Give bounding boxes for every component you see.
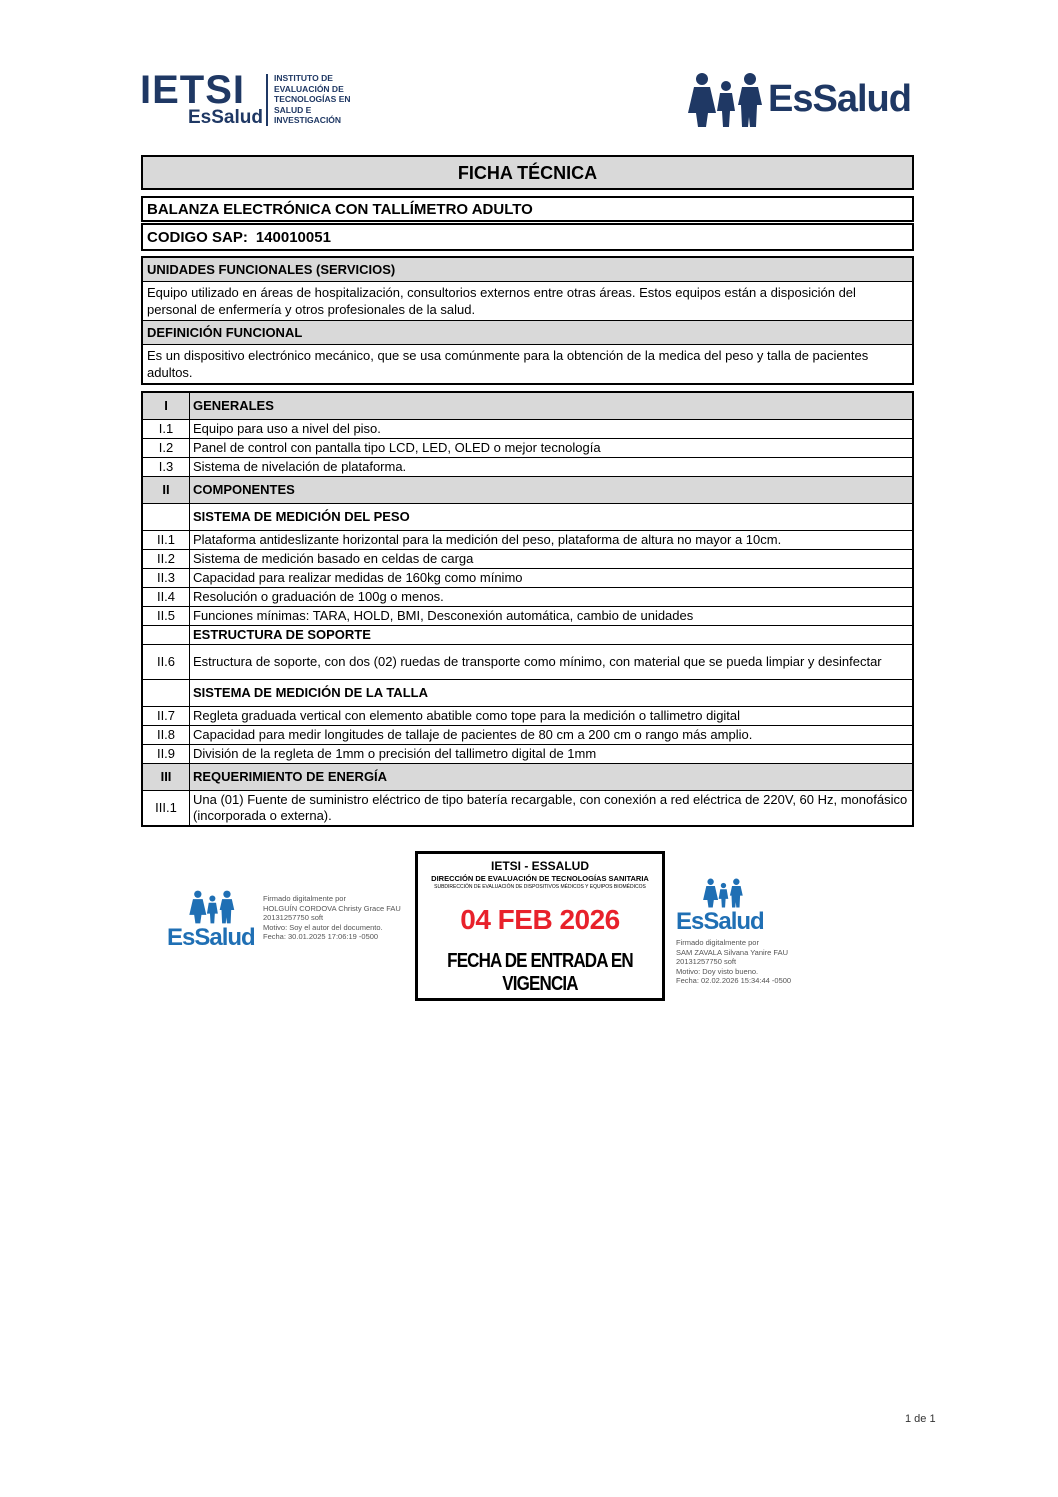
ietsi-caption-line: TECNOLOGÍAS EN [274, 94, 351, 104]
ietsi-logo-caption [274, 73, 374, 126]
table-row [142, 439, 913, 458]
sap-code [141, 223, 914, 251]
ietsi-logo-divider [266, 74, 268, 126]
signature-line: 20131257750 soft [676, 957, 737, 967]
signature-line: Fecha: 30.01.2025 17:06:19 -0500 [263, 932, 379, 942]
item-number: II.8 [142, 726, 190, 745]
validity-stamp [415, 851, 665, 1001]
table-row [142, 707, 913, 726]
item-text: Funciones mínimas: TARA, HOLD, BMI, Desconexión automática, cambio de unidades [190, 607, 914, 626]
table-row [142, 791, 913, 827]
signature-details [263, 894, 423, 942]
definition-heading: DEFINICIÓN FUNCIONAL [143, 321, 912, 345]
sap-code-label: CODIGO SAP: [147, 229, 248, 246]
item-text: Equipo para uso a nivel del piso. [190, 420, 914, 439]
table-row [142, 531, 913, 550]
table-subheading-row [142, 626, 913, 645]
item-text: Regleta graduada vertical con elemento abatible como tope para la medición o tallimetro digital [190, 707, 914, 726]
ietsi-caption-line: INVESTIGACIÓN [274, 115, 342, 125]
item-number: II.1 [142, 531, 190, 550]
item-number: I.2 [142, 439, 190, 458]
table-row [142, 588, 913, 607]
item-text: Estructura de soporte, con dos (02) ruedas de transporte como mínimo, con material que se pueda limpiar y desinfectar [190, 645, 914, 680]
item-number: II.4 [142, 588, 190, 607]
table-group-row [142, 764, 913, 791]
subheading: SISTEMA DE MEDICIÓN DEL PESO [190, 504, 914, 531]
page-number: 1 de 1 [905, 1413, 936, 1425]
essalud-wordmark: EsSalud [676, 908, 764, 935]
stamp-date: 04 FEB 2026 [460, 904, 620, 935]
ietsi-caption-line: SALUD E [274, 104, 312, 115]
item-number: I.3 [142, 458, 190, 477]
table-row [142, 745, 913, 764]
group-number: II [142, 477, 190, 504]
signature-line: Firmado digitalmente por [263, 894, 346, 903]
ietsi-logo-subtext: EsSalud [188, 107, 263, 128]
signature-line: Firmado digitalmente por [676, 938, 759, 947]
ietsi-caption-line: EVALUACIÓN DE [274, 83, 344, 94]
item-text: Capacidad para medir longitudes de tallaje de pacientes de 80 cm a 200 cm o rango más amplio. [190, 726, 914, 745]
group-label: GENERALES [190, 392, 914, 420]
empty-cell [142, 626, 190, 645]
definition-description: Es un dispositivo electrónico mecánico, que se usa comúnmente para la obtención de la medica del peso y talla de pacientes adultos. [147, 348, 869, 380]
specification-table [141, 391, 914, 827]
family-icon [185, 890, 241, 924]
ietsi-logo-text: IETSI [140, 68, 246, 112]
table-row [142, 420, 913, 439]
essalud-wordmark: EsSalud [167, 924, 255, 951]
table-subheading-row [142, 504, 913, 531]
group-number: III [142, 764, 190, 791]
table-row [142, 607, 913, 626]
table-row [142, 645, 913, 680]
essalud-logo [688, 72, 918, 128]
item-number: II.5 [142, 607, 190, 626]
units-description: Equipo utilizado en áreas de hospitalización, consultorios externos entre otras áreas. Estos equipos están a disposición del personal de enfermería y otros profesionales de la salud. [143, 282, 912, 321]
signature-line: HOLGUÍN CORDOVA Christy Grace FAU [263, 903, 401, 913]
family-icon [688, 72, 766, 128]
essalud-wordmark: EsSalud [768, 78, 911, 120]
document-title: FICHA TÉCNICA [141, 155, 914, 190]
signature-details [676, 938, 816, 986]
item-text: Capacidad para realizar medidas de 160kg como mínimo [190, 569, 914, 588]
functional-section [141, 256, 914, 385]
table-row [142, 726, 913, 745]
item-text: Resolución o graduación de 100g o menos. [190, 588, 914, 607]
technical-sheet [141, 155, 914, 827]
stamp-org: IETSI - ESSALUD [490, 859, 589, 873]
item-number: III.1 [142, 791, 190, 827]
subheading: SISTEMA DE MEDICIÓN DE LA TALLA [190, 680, 914, 707]
item-number: I.1 [142, 420, 190, 439]
signature-line: 20131257750 soft [263, 913, 324, 923]
item-number: II.7 [142, 707, 190, 726]
stamp-subdirection: SUBDIRECCIÓN DE EVALUACIÓN DE DISPOSITIVOS MÉDICOS Y EQUIPOS BIOMÉDICOS [434, 884, 646, 890]
signature-line: Motivo: Soy el autor del documento. [263, 922, 383, 932]
signature-line: Fecha: 02.02.2026 15:34:44 -0500 [676, 976, 792, 986]
ietsi-logo [140, 70, 370, 130]
group-number: I [142, 392, 190, 420]
item-text: Sistema de nivelación de plataforma. [190, 458, 914, 477]
table-group-row [142, 477, 913, 504]
table-group-row [142, 392, 913, 420]
ietsi-caption-line: INSTITUTO DE [274, 73, 333, 83]
empty-cell [142, 504, 190, 531]
item-text: Plataforma antideslizante horizontal para la medición del peso, plataforma de altura no mayor a 10cm. [190, 531, 914, 550]
empty-cell [142, 680, 190, 707]
item-number: II.2 [142, 550, 190, 569]
group-label: COMPONENTES [190, 477, 914, 504]
table-row [142, 458, 913, 477]
units-heading: UNIDADES FUNCIONALES (SERVICIOS) [143, 258, 912, 282]
stamp-direction: DIRECCIÓN DE EVALUACIÓN DE TECNOLOGÍAS SANITARIA [431, 874, 649, 883]
digital-signature-right [674, 878, 814, 993]
signature-line: SAM ZAVALA Silvana Yanire FAU [676, 947, 788, 957]
item-text: Sistema de medición basado en celdas de carga [190, 550, 914, 569]
signature-line: Motivo: Doy visto bueno. [676, 966, 759, 976]
table-row [142, 550, 913, 569]
item-number: II.9 [142, 745, 190, 764]
equipment-name: BALANZA ELECTRÓNICA CON TALLÍMETRO ADULTO [141, 196, 914, 222]
item-text: Una (01) Fuente de suministro eléctrico de tipo batería recargable, con conexión a red eléctrica de 220V, 60 Hz, monofásico (incorporada o externa). [190, 791, 914, 827]
item-text: División de la regleta de 1mm o precisión del tallimetro digital de 1mm [190, 745, 914, 764]
table-row [142, 569, 913, 588]
family-icon [699, 878, 749, 908]
sap-code-value: 140010051 [255, 229, 331, 246]
subheading: ESTRUCTURA DE SOPORTE [190, 626, 914, 645]
item-text: Panel de control con pantalla tipo LCD, LED, OLED o mejor tecnología [190, 439, 914, 458]
item-number: II.3 [142, 569, 190, 588]
table-subheading-row [142, 680, 913, 707]
digital-signature-left [167, 890, 417, 960]
item-number: II.6 [142, 645, 190, 680]
group-label: REQUERIMIENTO DE ENERGÍA [190, 764, 914, 791]
stamp-caption: FECHA DE ENTRADA EN VIGENCIA [447, 950, 633, 995]
